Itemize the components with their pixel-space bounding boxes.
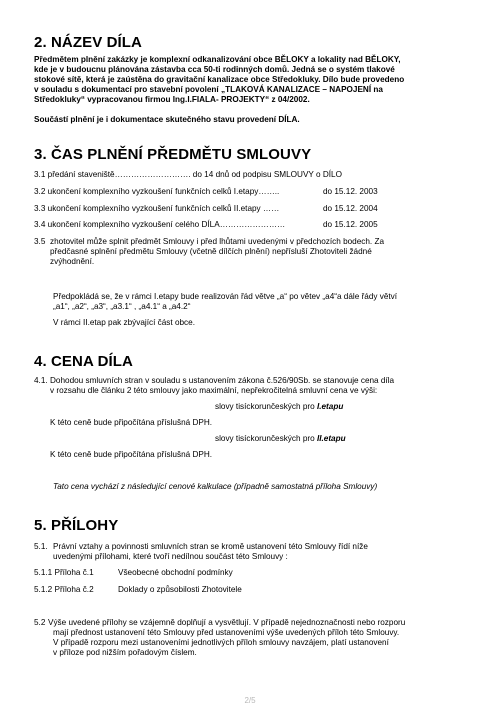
s4-vat2: K této ceně bude připočítána příslušná DPH. — [50, 450, 213, 459]
s5-item2-line1: Výše uvedené přílohy se vzájemně doplňují a vysvětlují. V případě nejednoznačnosti nebo rozporu — [48, 618, 406, 627]
s2-para1-line4: v souladu s dokumentací pro stavební povolení „TLAKOVÁ KANALIZACE – NAPOJENÍ na — [34, 85, 383, 94]
s4-price2-prefix: slovy tisíckorunčeských pro — [215, 434, 317, 443]
s4-item1-number: 4.1. — [34, 376, 48, 385]
s4-item1-line2: v rozsahu dle článku 2 této smlouvy jako maximální, nepřekročitelná smluvní cena ve výši: — [50, 386, 378, 395]
s5-att2-number: 5.1.2 Příloha č.2 — [34, 585, 94, 594]
s3-item3-text: 3.3 ukončení komplexního vyzkoušení funkčních celků II.etapy …… — [34, 204, 280, 213]
section-5-heading: 5. PŘÍLOHY — [34, 517, 119, 534]
s2-para1-line2: kde je v budoucnu plánována zástavba cca 50-ti rodinných domů. Jedná se o systém tlakové — [34, 65, 395, 74]
s5-att1-number: 5.1.1 Příloha č.1 — [34, 568, 94, 577]
s4-price2-etapa: II.etapu — [316, 434, 346, 443]
section-2-heading: 2. NÁZEV DÍLA — [34, 34, 142, 51]
s4-price1-prefix: slovy tisíckorunčeských pro — [215, 402, 317, 411]
s3-item1: 3.1 předání staveniště………………………. do 14 dnů od podpisu SMLOUVY o DÍLO — [34, 170, 342, 179]
s3-item3-date: do 15.12. 2004 — [323, 204, 378, 213]
s4-price1-etapa: I.etapu — [316, 402, 344, 411]
s4-price1-words — [215, 402, 343, 412]
s5-item2-line3: V případě rozporu mezi ustanoveními jednotlivých příloh smlouvy navzájem, platí ustanovení — [53, 638, 389, 647]
s3-item4-date: do 15.12. 2005 — [323, 220, 378, 229]
s3-item5-line3: zvýhodnění. — [50, 257, 95, 266]
section-4-heading: 4. CENA DÍLA — [34, 353, 133, 370]
s4-item1-line1: Dohodou smluvních stran v souladu s ustanovením zákona č.526/90Sb. se stanovuje cena díla — [50, 376, 395, 385]
s3-note1-line2: „a1“, „a2“, „a3“, „a3.1“ , „a4.1“ a „a4.2“ — [53, 302, 191, 311]
s3-item5-number: 3.5 — [34, 237, 46, 246]
page-number: 2/5 — [244, 696, 256, 705]
s5-item1-line1: Právní vztahy a povinnosti smluvních stran se kromě ustanovení této Smlouvy řídí níže — [53, 542, 368, 551]
s5-item1-number: 5.1. — [34, 542, 48, 551]
s3-item4-text: 3.4 ukončení komplexního vyzkoušení celého DÍLA…………………… — [34, 220, 286, 229]
s2-para1-line3: stokové sítě, která je zaústěna do gravitační kanalizace obce Středokluky. Dílo bude provedeno — [34, 75, 405, 84]
s5-att1-text: Všeobecné obchodní podmínky — [118, 568, 233, 577]
s5-item2-number: 5.2 — [34, 618, 46, 627]
s2-para2: Součástí plnění je i dokumentace skutečného stavu provedení DÍLA. — [34, 115, 300, 124]
s3-note2: V rámci II.etap pak zbývající část obce. — [53, 318, 195, 327]
s3-item2-date: do 15.12. 2003 — [323, 187, 378, 196]
s3-item5-line1: zhotovitel může splnit předmět Smlouvy i před lhůtami uvedenými v předchozích bodech. Za — [50, 237, 385, 246]
s4-note: Tato cena vychází z následující cenové kalkulace (případně samostatná příloha Smlouvy) — [53, 482, 378, 491]
s4-price2-words — [215, 434, 346, 444]
s2-para1-line1: Předmětem plnění zakázky je komplexní odkanalizování obce BĚLOKY a lokality nad BĚLOKY, — [34, 55, 401, 64]
s2-para1-line5: Středokluky“ vypracovanou firmou Ing.I.FIALA- PROJEKTY“ z 04/2002. — [34, 95, 310, 104]
s5-item1-line2: uvedenými přílohami, které tvoří nedílnou součást této Smlouvy : — [53, 552, 288, 561]
s5-item2-line2: mají přednost ustanovení této Smlouvy před ustanoveními výše uvedených příloh této Smlouvy. — [53, 628, 400, 637]
section-3-heading: 3. ČAS PLNĚNÍ PŘEDMĚTU SMLOUVY — [34, 146, 312, 163]
s3-note1-line1: Předpokládá se, že v rámci I.etapy bude realizován řád větve „a“ po větev „a4“a dále řády větví — [53, 292, 398, 301]
s5-item2-line4: v příloze pod nižším pořadovým číslem. — [53, 648, 197, 657]
s4-vat1: K této ceně bude připočítána příslušná DPH. — [50, 418, 213, 427]
s3-item2-text: 3.2 ukončení komplexního vyzkoušení funkčních celků I.etapy…….. — [34, 187, 280, 196]
s5-att2-text: Doklady o způsobilosti Zhotovitele — [118, 585, 242, 594]
s3-item5-line2: předčasné splnění předmětu Smlouvy (včetně dílčích plnění) nepřísluší Zhotoviteli žádné — [50, 247, 372, 256]
